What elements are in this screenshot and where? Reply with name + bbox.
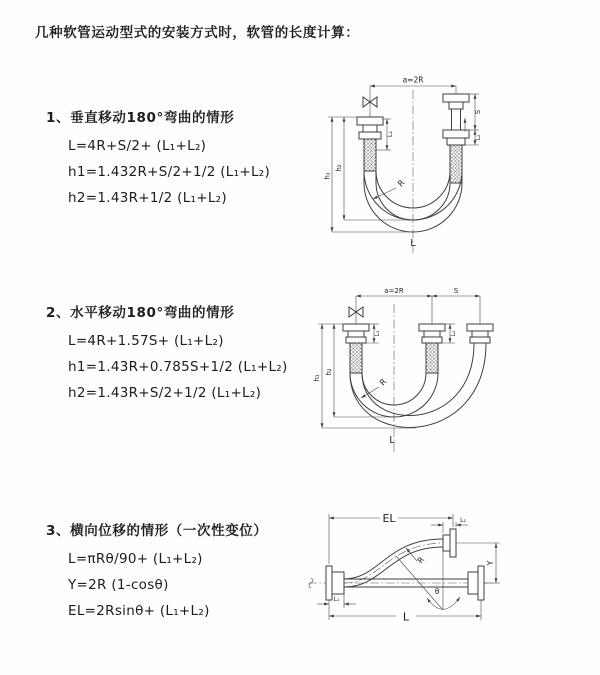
length-label: L (389, 435, 395, 446)
section-1-heading: 1、垂直移动180°弯曲的情形 (46, 110, 235, 126)
diagram-horizontal-180-bend (308, 282, 598, 462)
section-2-formulas (46, 328, 288, 406)
section-1 (46, 106, 270, 211)
flange-middle (419, 324, 445, 373)
page-title: 几种软管运动型式的安装方式时，软管的长度计算： (35, 25, 360, 41)
dimension-label-h1: h₁ (313, 374, 321, 382)
length-label: L (402, 610, 410, 624)
dimension-label-h2: h₂ (325, 368, 333, 376)
dimension-label-y: Y (486, 560, 495, 566)
section-3-formulas (46, 546, 268, 624)
flange-right (468, 572, 478, 594)
angle-label: θ (434, 587, 440, 596)
formula-el: EL=2Rsinθ+ (L₁+L₂) (68, 603, 210, 619)
section-3-heading: 3、横向位移的情形（一次性变位） (46, 523, 268, 539)
radius-label: R (415, 555, 427, 566)
braided-hose-section (450, 145, 462, 183)
hose-curve (350, 373, 438, 417)
diagram-vertical-180-bend (312, 70, 592, 265)
radius-label: R (378, 377, 389, 388)
dimension-label-l2: L₂ (475, 134, 482, 141)
formula-y: Y=2R (1-cosθ) (68, 577, 169, 593)
section-2 (46, 301, 288, 406)
dimension-label-h1: h₁ (323, 172, 332, 180)
flange-left (326, 566, 332, 600)
section-3 (46, 519, 268, 624)
dimension-label-el: EL (382, 512, 396, 525)
length-label: L (410, 238, 416, 249)
flange-left (343, 324, 369, 373)
formula-h1: h1=1.432R+S/2+1/2 (L₁+L₂) (68, 164, 271, 180)
dimension-label-a2r: a=2R (384, 287, 404, 295)
formula-l: L=πRθ/90+ (L₁+L₂) (68, 551, 203, 567)
formula-h2: h2=1.43R+1/2 (L₁+L₂) (68, 190, 227, 206)
section-1-formulas (46, 133, 270, 211)
section-2-heading: 2、水平移动180°弯曲的情形 (46, 305, 235, 321)
braided-hose-section (364, 139, 376, 171)
dimension-label-l1: L₁ (386, 130, 394, 138)
dimension-label-s: S (453, 287, 459, 295)
dimension-label-l1: L₁ (374, 330, 381, 337)
diagram-lateral-displacement (298, 498, 598, 645)
radius-label: R (396, 178, 407, 189)
dimension-label-a2r: a=2R (402, 75, 424, 85)
formula-l: L=4R+1.57S+ (L₁+L₂) (68, 333, 224, 349)
dimension-label-l1: L₁ (333, 596, 340, 603)
formula-h1: h1=1.43R+0.785S+1/2 (L₁+L₂) (68, 359, 288, 375)
dimension-label-h2: h₂ (335, 164, 343, 172)
dimension-label-l2: L₂ (450, 330, 457, 337)
dimension-label-s: S (474, 109, 482, 115)
dimension-label-l2: L₂ (460, 517, 466, 524)
flange-upper (443, 535, 450, 551)
formula-l: L=4R+S/2+ (L₁+L₂) (68, 138, 207, 154)
formula-h2: h2=1.43R+S/2+1/2 (L₁+L₂) (68, 385, 262, 401)
hose-curve-moved (344, 539, 443, 579)
flange-right (467, 324, 493, 343)
